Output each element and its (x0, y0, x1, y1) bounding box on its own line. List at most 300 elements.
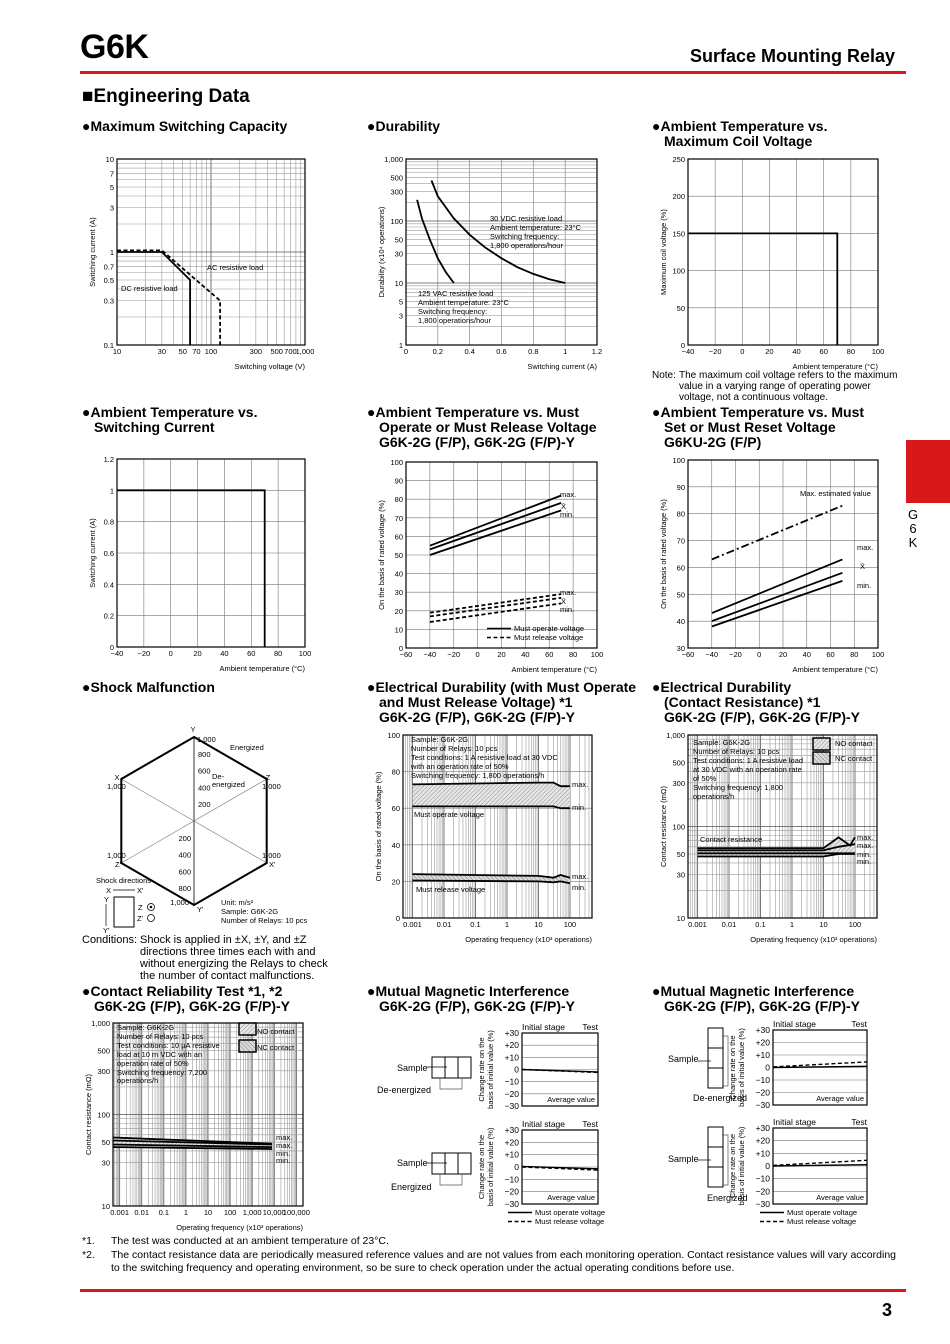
x-tick-label: 0.01 (134, 1208, 150, 1217)
y-tick-label: 0.1 (103, 341, 114, 350)
heading-set-reset: ●Ambient Temperature vs. Must Set or Must Reset Voltage G6KU-2G (F/P) (652, 404, 865, 450)
y-tick-label: 40 (391, 840, 400, 850)
y-tick-label: 100 (390, 458, 403, 467)
annotation: Number of Relays: 10 pcs (117, 1032, 204, 1041)
annotation: operations/h (693, 792, 735, 801)
y-tick-label: 70 (676, 536, 685, 546)
series-switching-current (117, 490, 265, 647)
shock-directions-label: Shock directions (96, 876, 152, 885)
legend-label: Must release voltage (514, 633, 584, 642)
x-tick-label: 500 (270, 347, 283, 356)
annotation: operations/h (117, 1076, 159, 1085)
x-tick-label: 0 (757, 650, 762, 659)
x-tick-label: 0 (168, 649, 173, 658)
x-tick-label: −40 (681, 347, 695, 356)
average-value-label: Average value (547, 1095, 595, 1104)
tab-letter: K (908, 535, 918, 550)
x-tick-label: 1 (183, 1208, 188, 1217)
x-tick-label: −40 (110, 649, 124, 658)
annotation: Switching frequency: (490, 232, 560, 241)
product-subtitle: Surface Mounting Relay (689, 46, 895, 66)
x-tick-label: 0.4 (464, 347, 475, 356)
x-tick-label: 1,000 (295, 347, 315, 356)
x-tick-label: 100,000 (282, 1208, 310, 1217)
x-tick-label: 0 (403, 347, 409, 356)
y-tick-label: 0.4 (103, 580, 114, 590)
annotation: Sample: G6K-2G (117, 1023, 175, 1032)
x-tick-label: 60 (819, 347, 828, 356)
y-axis-label: Contact resistance (mΩ) (84, 1073, 93, 1156)
footnote: *1. The test was conducted at an ambient temperature of 23°C. (82, 1235, 389, 1247)
series-mean (712, 573, 843, 621)
annotation: at 30 VDC with an operation rate (693, 765, 802, 774)
shock-vertex-value: 1,000 (197, 735, 216, 744)
x-axis-label: Ambient temperature (°C) (511, 665, 597, 674)
x-tick-label: 80 (273, 649, 283, 658)
annotation: Ambient temperature: 23°C (418, 298, 509, 307)
annotation: load at 10 m VDC with an (117, 1050, 203, 1059)
y-tick-label: 1 (109, 248, 114, 257)
y-tick-label: 200 (672, 192, 685, 202)
y-tick-label: 0 (765, 1062, 770, 1073)
x-tick-label: 80 (850, 650, 859, 659)
x-axis-label: Ambient temperature (°C) (219, 664, 305, 673)
axis-label-y: Y (190, 725, 196, 734)
y-tick-label: 30 (394, 588, 403, 598)
annotation: 30 VDC resistive load (490, 214, 563, 223)
direction-x-prime: X' (137, 886, 144, 895)
x-tick-label: 60 (545, 650, 554, 659)
x-tick-label: 1 (563, 347, 568, 356)
annotation: min. (276, 1156, 291, 1165)
x-tick-label: 30 (157, 347, 167, 356)
y-tick-label: 80 (676, 509, 685, 519)
annotation: Sample: G6K-2G (411, 735, 469, 744)
x-tick-label: 10 (112, 347, 122, 356)
annotation: max. (276, 1141, 293, 1150)
x-tick-label: 0.001 (403, 920, 422, 929)
chart-switching-current (117, 459, 305, 647)
annotation: X̄ (561, 597, 567, 606)
y-tick-label: 50 (394, 235, 403, 245)
y-tick-label: −30 (504, 1101, 519, 1111)
annotation: min. (560, 605, 575, 614)
coil-voltage-note: Note: The maximum coil voltage refers to the maximum value in a varying range of operating power voltage, not a continuous voltage. (652, 370, 898, 403)
x-tick-label: −20 (729, 650, 742, 659)
annotation: Max. estimated value (800, 489, 871, 498)
shock-info: Sample: G6K-2G (221, 907, 279, 916)
nc-contact-swatch (239, 1040, 256, 1052)
axis-label-x: X (114, 773, 120, 782)
y-tick-label: 0 (398, 644, 403, 653)
x-tick-label: 70 (192, 347, 201, 356)
annotation: Switching frequency: 1,800 operations/h (411, 771, 545, 780)
y-tick-label: 0 (765, 1161, 770, 1171)
y-tick-label: 100 (390, 217, 403, 226)
annotation: max. (857, 841, 874, 850)
annotation: Sample (668, 1054, 699, 1064)
x-tick-label: 80 (568, 650, 578, 659)
series-ac-resistive-load (117, 250, 220, 345)
x-tick-label: 0.1 (158, 1208, 170, 1217)
x-tick-label: 1 (789, 920, 795, 929)
heading-operate-release: ●Ambient Temperature vs. Must Operate or Must Release Voltage G6K-2G (F/P), G6K-2G (F/P)-Y (367, 404, 597, 450)
annotation: Test conditions: 1 A resistive load (693, 756, 804, 765)
relay-sample-icon (432, 1057, 445, 1078)
tab-letter: 6 (909, 521, 917, 536)
y-tick-label: 3 (398, 311, 403, 321)
x-axis-label: Ambient temperature (°C) (792, 665, 878, 674)
stage-label-test: Test (582, 1119, 598, 1129)
direction-z-prime: Z' (137, 914, 144, 923)
stage-label-test: Test (851, 1117, 867, 1127)
y-tick-label: 250 (672, 155, 685, 164)
stage-label-test: Test (582, 1022, 598, 1032)
annotation: Energized (707, 1193, 748, 1203)
annotation: max. (857, 543, 874, 552)
y-tick-label: 1,000 (91, 1019, 110, 1028)
series-must-operate-mean (430, 503, 561, 550)
y-tick-label: 1,000 (666, 731, 685, 740)
annotation: Energized (391, 1182, 432, 1192)
y-tick-label: −20 (755, 1186, 770, 1197)
x-tick-label: 1,000 (242, 1208, 262, 1217)
y-tick-label: 60 (391, 804, 400, 814)
annotation: max. (857, 833, 874, 842)
annotation: min. (276, 1149, 291, 1158)
y-axis-label: Change rate on the (728, 1133, 737, 1199)
y-tick-label: −10 (755, 1075, 770, 1085)
relay-sample-icon (708, 1147, 723, 1167)
x-tick-label: 20 (778, 650, 788, 659)
y-tick-label: 100 (672, 822, 685, 832)
annotation: min. (857, 857, 872, 866)
annotation: min. (572, 803, 587, 812)
shock-tick-label: 400 (198, 783, 211, 793)
x-tick-label: 60 (826, 650, 835, 659)
y-tick-label: 0.5 (103, 275, 114, 285)
average-value-label: Average value (816, 1094, 864, 1103)
relay-sample-icon (458, 1057, 471, 1078)
relay-sample-icon (458, 1153, 471, 1174)
y-tick-label: 3 (109, 203, 114, 213)
x-tick-label: 40 (220, 649, 229, 658)
y-tick-label: 30 (676, 644, 685, 653)
y-tick-label: 300 (672, 778, 685, 788)
axis-label-z-prime: Z' (115, 860, 122, 869)
y-tick-label: −20 (504, 1088, 519, 1099)
y-tick-label: −30 (755, 1100, 770, 1110)
x-axis-label: Operating frequency (x10³ operations) (750, 935, 877, 944)
x-tick-label: 0 (475, 650, 480, 659)
shock-vertex-value: 1,000 (262, 782, 281, 791)
annotation: 1,800 operations/hour (490, 241, 563, 250)
y-axis-label: On the basis of rated voltage (%) (377, 500, 386, 610)
y-tick-label: 0 (514, 1162, 519, 1172)
y-axis-label: Change rate on the (477, 1134, 486, 1200)
average-value-label: Average value (547, 1193, 595, 1202)
y-tick-label: 1,000 (384, 155, 403, 164)
x-tick-label: 40 (792, 347, 801, 356)
annotation: Test conditions: 10 µA resistive (117, 1041, 220, 1050)
x-tick-label: −60 (399, 650, 413, 659)
x-axis-label: Operating frequency (x10³ operations) (176, 1223, 303, 1232)
heading-elec-durability-voltage: ●Electrical Durability (with Must Operate and Must Release Voltage) *1 G6K-2G (F/P), G6K-2G (F/P)-Y (367, 679, 637, 725)
y-tick-label: +10 (755, 1050, 770, 1060)
x-tick-label: 100 (563, 920, 577, 929)
annotation: min. (857, 850, 872, 859)
x-tick-label: 100 (871, 650, 885, 659)
x-tick-label: 0.1 (755, 920, 766, 929)
x-tick-label: −40 (705, 650, 719, 659)
y-tick-label: −30 (504, 1199, 519, 1209)
x-tick-label: 20 (765, 347, 774, 356)
y-tick-label: +30 (755, 1123, 770, 1133)
y-axis-label: Switching current (A) (88, 217, 97, 287)
annotation: NO contact (835, 739, 873, 748)
annotation: 1,800 operations/hour (418, 316, 491, 325)
x-tick-label: 100 (871, 347, 885, 356)
shock-tick-label: 400 (178, 850, 191, 860)
x-axis-label: Switching current (A) (527, 362, 597, 371)
annotation: Ambient temperature: 23°C (490, 223, 581, 232)
x-tick-label: 100 (204, 347, 218, 356)
x-tick-label: −40 (423, 650, 437, 659)
average-value-label: Average value (816, 1193, 864, 1202)
y-tick-label: +10 (755, 1148, 770, 1159)
tab-letter: G (907, 507, 919, 522)
heading-coil-voltage: ●Ambient Temperature vs. Maximum Coil Voltage (652, 118, 828, 149)
relay-sample-icon (445, 1057, 458, 1078)
x-tick-label: 700 (284, 347, 297, 356)
series-must-release-mean (430, 598, 561, 617)
y-tick-label: 5 (398, 297, 403, 307)
y-tick-label: 80 (391, 767, 400, 777)
relay-sample-icon (445, 1153, 458, 1174)
footer-divider (80, 1289, 906, 1292)
annotation: De-energized (693, 1093, 748, 1103)
x-tick-label: 0.1 (470, 920, 481, 929)
y-tick-label: 0 (395, 914, 400, 923)
x-axis-label: Operating frequency (x10³ operations) (465, 935, 592, 944)
annotation: max. (560, 490, 577, 499)
y-tick-label: +20 (504, 1040, 519, 1051)
annotation: NO contact (257, 1027, 295, 1036)
relay-sample-icon (708, 1127, 723, 1147)
y-tick-label: 90 (676, 482, 685, 492)
heading-mutual-stack: ●Mutual Magnetic Interference G6K-2G (F/P), G6K-2G (F/P)-Y (652, 983, 861, 1014)
annotation: Sample (397, 1158, 428, 1168)
y-tick-label: 100 (97, 1110, 110, 1120)
heading-contact-reliability: ●Contact Reliability Test *1, *2 G6K-2G (F/P), G6K-2G (F/P)-Y (82, 983, 291, 1014)
x-tick-label: 0.2 (432, 347, 444, 356)
relay-orientation-icon (114, 897, 134, 927)
heading-durability: ●Durability (367, 118, 441, 134)
x-tick-label: 10 (534, 920, 543, 929)
x-tick-label: 60 (247, 649, 256, 658)
x-tick-label: 0.001 (688, 920, 707, 929)
shock-vertex-value: 1,000 (170, 898, 189, 907)
shock-vertex-value: 1,000 (262, 851, 281, 860)
y-tick-label: 500 (390, 173, 403, 183)
y-tick-label: 90 (394, 476, 403, 486)
direction-y: Y (104, 895, 110, 904)
annotation: Switching frequency: (418, 307, 488, 316)
x-tick-label: 1.2 (591, 347, 603, 356)
y-axis-label: basis of initial value (%) (737, 1028, 746, 1107)
x-tick-label: −20 (708, 347, 722, 356)
annotation: max. (560, 588, 577, 597)
stage-label-test: Test (851, 1019, 867, 1029)
x-tick-label: 0.8 (528, 347, 539, 356)
annotation: Must release voltage (416, 885, 486, 894)
y-tick-label: 40 (394, 569, 403, 579)
y-axis-label: Contact resistance (mΩ) (659, 785, 668, 868)
y-tick-label: 0.2 (103, 611, 114, 621)
series-must-release-min (430, 603, 561, 622)
y-tick-label: 1 (398, 341, 403, 350)
y-tick-label: −20 (755, 1087, 770, 1098)
y-tick-label: 500 (672, 758, 685, 768)
legend-label: Must release voltage (535, 1217, 605, 1226)
y-tick-label: 300 (390, 187, 403, 197)
x-tick-label: 10,000 (262, 1208, 286, 1217)
stage-label-initial: Initial stage (773, 1117, 816, 1127)
shock-tick-label: 200 (198, 800, 211, 810)
direction-z: Z (138, 903, 143, 912)
y-tick-label: 5 (109, 182, 114, 192)
y-tick-label: +30 (504, 1028, 519, 1038)
x-tick-label: 20 (193, 649, 202, 658)
direction-y-prime: Y' (103, 926, 110, 935)
product-name: G6K (80, 28, 149, 66)
relay-sample-icon (708, 1028, 723, 1048)
y-tick-label: 500 (97, 1046, 110, 1056)
annotation: X̄ (860, 562, 866, 571)
y-tick-label: 0 (514, 1064, 519, 1075)
annotation: NC contact (257, 1043, 295, 1052)
y-tick-label: 7 (109, 169, 114, 179)
y-tick-label: +20 (755, 1037, 770, 1048)
y-tick-label: 20 (394, 606, 403, 616)
shock-tick-label: 600 (178, 867, 191, 877)
y-tick-label: 150 (672, 229, 685, 239)
annotation: Sample (668, 1154, 699, 1164)
x-tick-label: 100 (590, 650, 604, 659)
annotation: Number of Relays: 10 pcs (693, 747, 780, 756)
annotation: with an operation rate of 50% (411, 762, 509, 771)
y-axis-label: On the basis of rated voltage (%) (374, 771, 383, 882)
y-tick-label: 80 (394, 495, 403, 505)
pointer-line (440, 1174, 462, 1185)
x-axis-label: Ambient temperature (°C) (792, 362, 878, 371)
annotation: Switching frequency: 1,800 (693, 783, 784, 792)
y-axis-label: Durability (x10⁴ operations) (377, 206, 386, 298)
y-tick-label: 30 (676, 870, 685, 880)
annotation: De-energized (377, 1085, 432, 1095)
legend-label: Must operate voltage (535, 1208, 606, 1217)
heading-elec-durability-resistance: ●Electrical Durability (Contact Resistance) *1 G6K-2G (F/P), G6K-2G (F/P)-Y (652, 679, 861, 725)
y-axis-label: Switching current (A) (88, 518, 97, 588)
energized-label: Energized (230, 743, 264, 752)
legend-label: Must release voltage (787, 1217, 857, 1226)
annotation: Contact resistance (700, 835, 763, 844)
heading-shock: ●Shock Malfunction (82, 679, 215, 695)
annotation: min. (857, 581, 872, 590)
x-tick-label: 0.001 (110, 1208, 130, 1217)
chart-max-switching (117, 159, 305, 345)
x-tick-label: 20 (497, 650, 506, 659)
y-tick-label: 30 (394, 249, 403, 259)
annotation: Sample: G6K-2G (693, 738, 751, 747)
x-tick-label: 40 (521, 650, 530, 659)
legend-label: Must operate voltage (514, 624, 585, 633)
series-must-operate-min (430, 510, 561, 555)
shock-vertex-value: 1,000 (107, 851, 126, 860)
y-axis-label: basis of initial value (%) (486, 1030, 495, 1109)
y-tick-label: 70 (394, 513, 403, 523)
direction-x: X (106, 886, 112, 895)
annotation: max. (572, 780, 589, 789)
y-axis-label: On the basis of rated voltage (%) (659, 499, 668, 609)
x-tick-label: 0.01 (721, 920, 737, 929)
x-tick-label: −20 (137, 649, 151, 658)
annotation: operation rate of 50% (117, 1059, 189, 1068)
shock-tick-label: 800 (198, 749, 211, 759)
y-tick-label: 20 (391, 877, 400, 887)
section-title: ■Engineering Data (82, 86, 250, 107)
relay-sample-icon (432, 1153, 445, 1174)
y-tick-label: 50 (676, 303, 685, 313)
y-tick-label: 30 (101, 1158, 110, 1168)
y-axis-label: basis of initial value (%) (486, 1127, 495, 1207)
annotation: Must operate voltage (414, 810, 485, 819)
y-tick-label: +20 (755, 1135, 770, 1146)
y-tick-label: 10 (394, 625, 403, 635)
x-axis-label: Switching voltage (V) (234, 362, 305, 371)
annotation: of 50% (693, 774, 717, 783)
out-of-page-dot (150, 906, 153, 909)
relay-sample-icon (708, 1167, 723, 1187)
shock-tick-label: 200 (178, 833, 191, 843)
annotation: max. (276, 1133, 293, 1142)
stage-label-initial: Initial stage (522, 1119, 565, 1129)
y-tick-label: 0.8 (103, 517, 114, 527)
y-tick-label: 10 (105, 155, 114, 164)
footnote: *2. The contact resistance data are periodically measured reference values and are not values from each monitoring operation. Contact resistance values will vary according to the switching frequency and operating environment, so be sure to check operation under the actual operating conditions before use. (82, 1249, 896, 1274)
y-tick-label: 300 (97, 1066, 110, 1076)
x-tick-label: 1 (504, 920, 510, 929)
y-tick-label: 100 (387, 731, 400, 740)
y-tick-label: 50 (101, 1138, 110, 1148)
y-axis-label: basis of initial value (%) (737, 1126, 746, 1206)
annotation: Sample (397, 1063, 428, 1073)
y-axis-label: Change rate on the (477, 1037, 486, 1102)
page-number: 3 (882, 1300, 893, 1320)
annotation: NC contact (835, 754, 873, 763)
y-tick-label: −10 (755, 1173, 770, 1184)
y-tick-label: +30 (504, 1125, 519, 1135)
axis-label-x-prime: X' (269, 860, 276, 869)
deenergized-label: energized (212, 780, 245, 789)
relay-sample-icon (708, 1048, 723, 1068)
shock-info: Number of Relays: 10 pcs (221, 916, 308, 925)
annotation: AC resistive load (207, 263, 264, 272)
annotation: Number of Relays: 10 pcs (411, 744, 498, 753)
annotation: Test conditions: 1 A resistive load at 30 VDC (411, 753, 558, 762)
x-tick-label: 0.6 (496, 347, 507, 356)
y-tick-label: 50 (676, 590, 685, 600)
